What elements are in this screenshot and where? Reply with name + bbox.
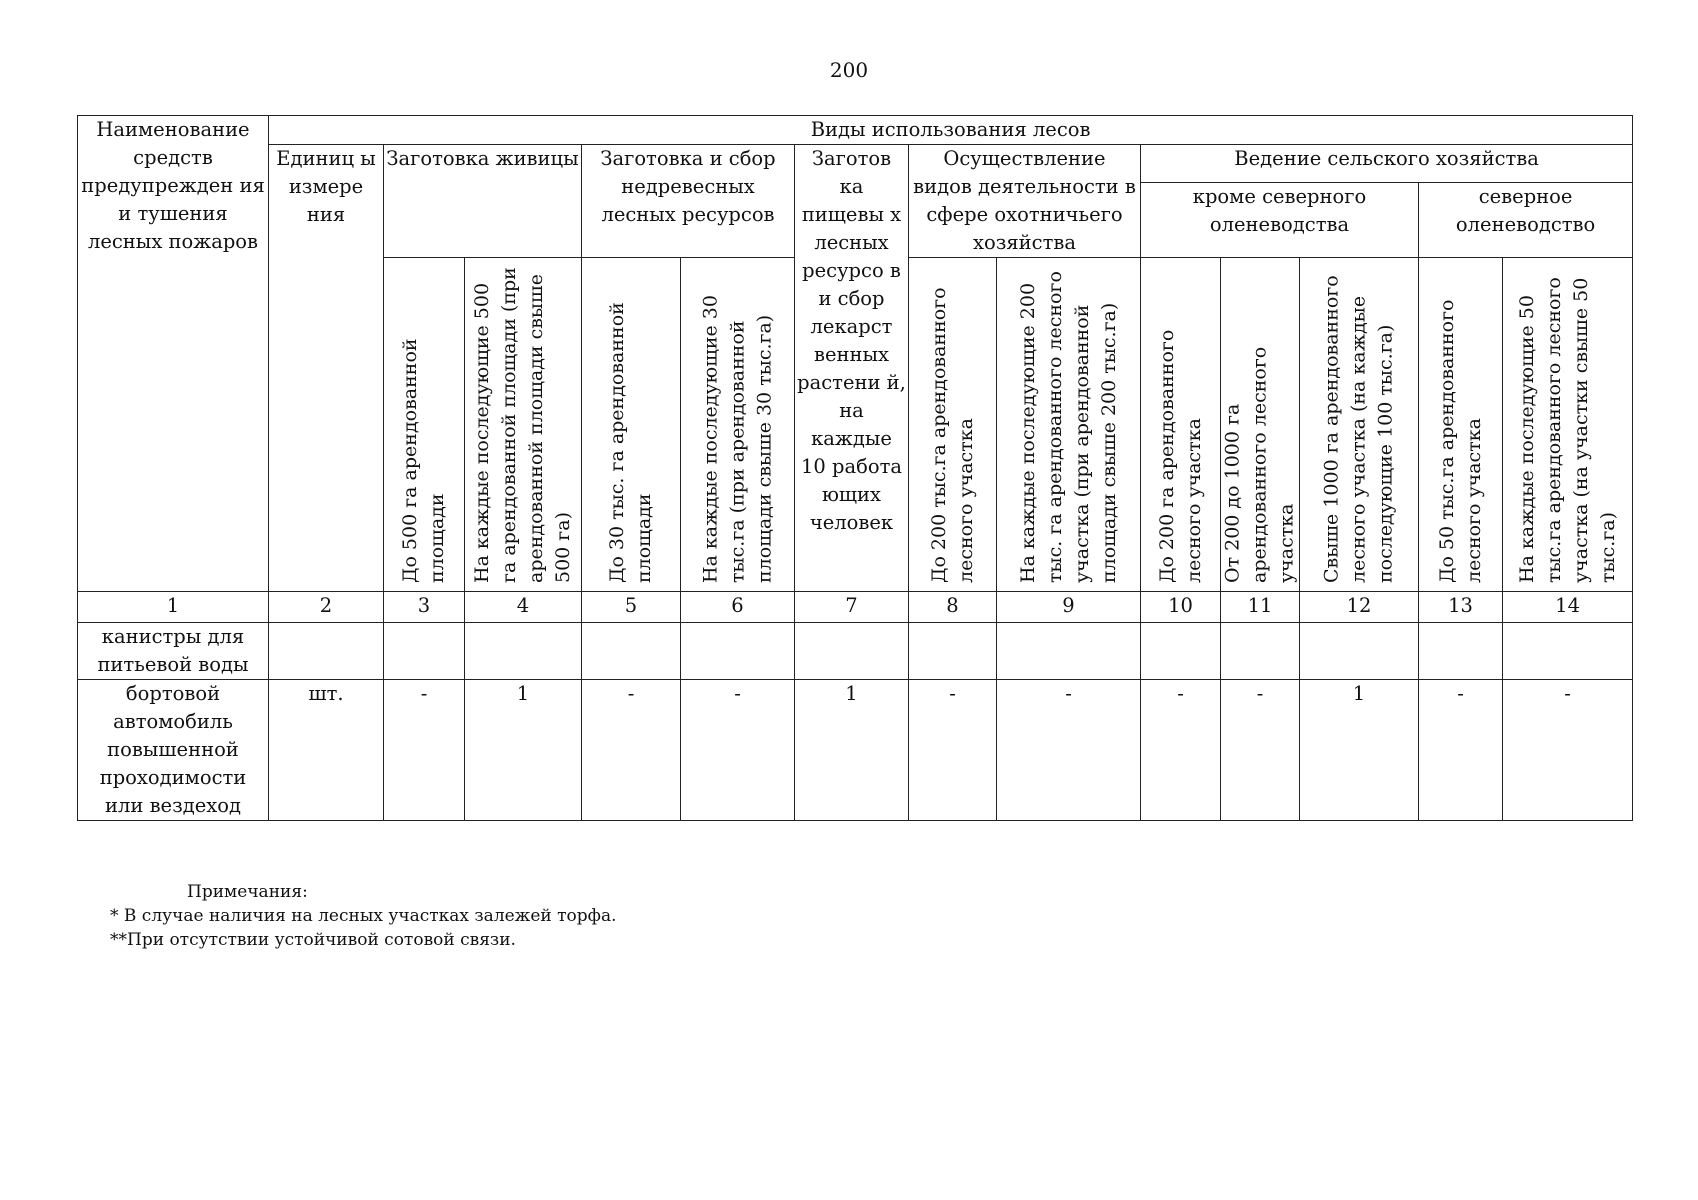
subheader-cell [997,258,1141,592]
subheader-text: До 30 тыс. га арендованной площади [606,302,655,583]
table-cell: - [997,680,1141,821]
table-cell [795,623,909,680]
subheader-cell [465,258,582,592]
subheader-text: До 200 га арендованного лесного участка [1155,329,1205,583]
table-cell [269,623,384,680]
note-item: * В случае наличия на лесных участках залежей торфа. [110,906,617,926]
table-cell: - [1221,680,1300,821]
column-number: 6 [681,592,795,623]
header-hunting: Осуществление видов деятельности в сфере охотничьего хозяйства [909,145,1141,258]
table-cell [384,623,465,680]
subheader-text: На каждые последующие 500 га арендованной площади (при арендованной площади свыше 500 га) [471,267,574,583]
column-number: 3 [384,592,465,623]
table-cell [1419,623,1503,680]
column-number: 4 [465,592,582,623]
subheader-cell [1141,258,1221,592]
table-row [78,680,1633,821]
column-number: 2 [269,592,384,623]
table-cell: 1 [1300,680,1419,821]
header-name-col: Наименование средств предупрежден ия и тушения лесных пожаров [78,116,269,592]
header-agri-exc: кроме северного оленеводства [1141,183,1419,258]
table-cell [997,623,1141,680]
table-cell: - [1419,680,1503,821]
column-numbers-row [78,592,1633,623]
column-number: 7 [795,592,909,623]
header-units: Единиц ы измере ния [269,145,384,592]
subheader-cell [582,258,681,592]
subheader-text: До 200 тыс.га арендованного лесного участка [927,287,977,583]
column-number: 10 [1141,592,1221,623]
subheader-text: До 500 га арендованной площади [399,338,448,583]
table-cell: 1 [795,680,909,821]
header-nonwood: Заготовка и сбор недревесных лесных ресурсов [582,145,795,258]
notes-title: Примечания: [187,882,308,902]
subheader-cell [384,258,465,592]
column-number: 9 [997,592,1141,623]
subheader-text: От 200 до 1000 га арендованного лесного участка [1221,346,1298,583]
table-cell [1221,623,1300,680]
forest-fire-equipment-table [77,115,1633,821]
note-item: **При отсутствии устойчивой сотовой связи. [110,930,516,950]
header-resin: Заготовка живицы [384,145,582,258]
subheader-text: На каждые последующие 200 тыс. га арендованного лесного участка (при арендованной площади свыше 200 тыс.га) [1016,271,1120,583]
notes [110,880,616,952]
subheader-cell [1221,258,1300,592]
header-food: Заготов ка пищевы х лесных ресурсо в и сбор лекарст венных растени й, на каждые 10 работа ющих человек [795,145,909,592]
subheader-cell [681,258,795,592]
table-cell: - [681,680,795,821]
header-group: Виды использования лесов [269,116,1633,145]
subheader-cell [1419,258,1503,592]
row-name: бортовой автомобиль повышенной проходимости или вездеход [78,680,269,821]
table-cell: - [384,680,465,821]
column-number: 14 [1503,592,1633,623]
subheader-text: Свыше 1000 га арендованного лесного участка (на каждые последующие 100 тыс.га) [1320,275,1397,583]
header-agri: Ведение сельского хозяйства [1141,145,1633,183]
table-cell: - [909,680,997,821]
table-cell [1503,623,1633,680]
table-row [78,623,1633,680]
table-cell: - [582,680,681,821]
table-cell [465,623,582,680]
column-number: 5 [582,592,681,623]
table-cell: - [1141,680,1221,821]
column-number: 13 [1419,592,1503,623]
table-cell [909,623,997,680]
subheader-text: На каждые последующие 50 тыс.га арендованного лесного участка (на участки свыше 50 тыс.га) [1515,277,1619,583]
subheader-cell [1503,258,1633,592]
table-cell [1141,623,1221,680]
column-number: 1 [78,592,269,623]
table-cell [582,623,681,680]
page-number: 200 [829,58,869,82]
header-agri-north: северное оленеводство [1419,183,1633,258]
subheader-cell [909,258,997,592]
table-cell: шт. [269,680,384,821]
row-name: канистры для питьевой воды [78,623,269,680]
column-number: 11 [1221,592,1300,623]
column-number: 8 [909,592,997,623]
subheader-text: На каждые последующие 30 тыс.га (при арендованной площади свыше 30 тыс.га) [699,295,775,583]
table-cell: 1 [465,680,582,821]
table-cell [681,623,795,680]
table-cell: - [1503,680,1633,821]
subheader-text: До 50 тыс.га арендованного лесного участка [1435,299,1485,583]
column-number: 12 [1300,592,1419,623]
subheader-cell [1300,258,1419,592]
table-cell [1300,623,1419,680]
